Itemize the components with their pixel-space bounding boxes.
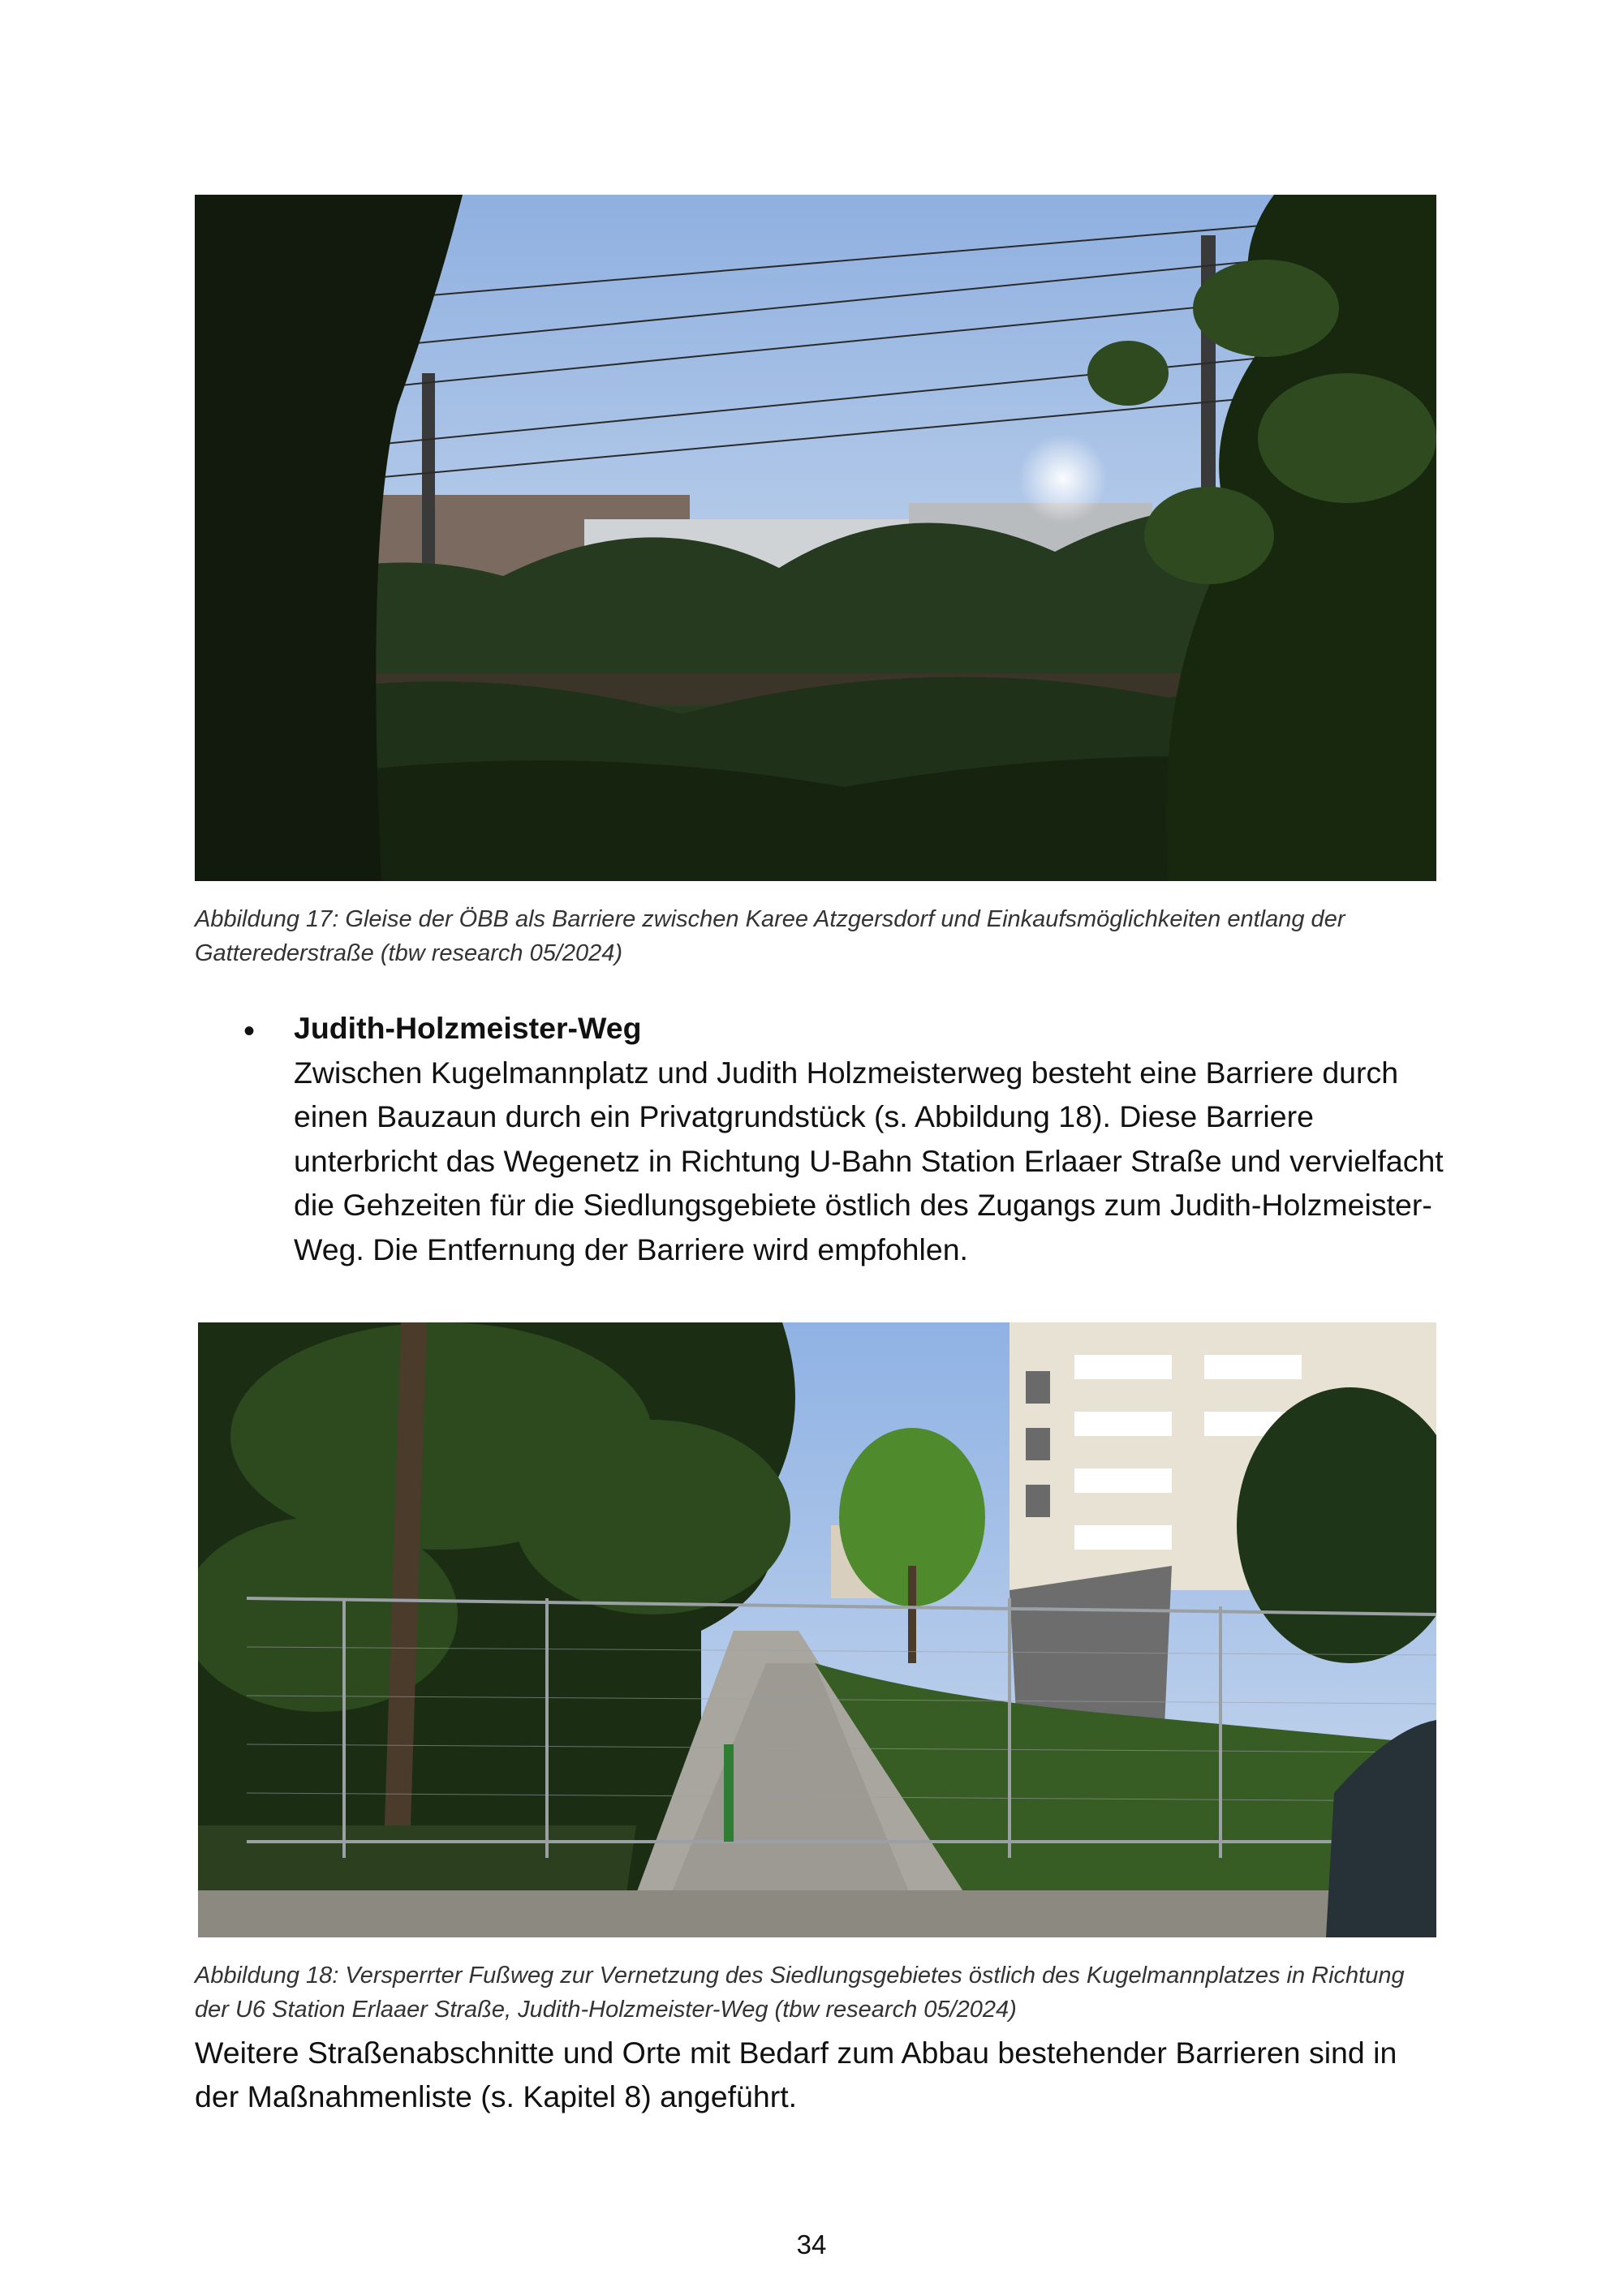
- bullet-item-judith-holzmeister-weg: [243, 1006, 1444, 1271]
- bullet-paragraph: Zwischen Kugelmannplatz und Judith Holzmeisterweg besteht eine Barriere durch einen Bauzaun durch ein Privatgrundstück (s. Abbildung 18). Diese Barriere unterbricht das Wegenetz in Richtung U-Bahn Station Erlaaer Straße und vervielfacht die Gehzeiten für die Siedlungsgebiete östlich des Zugangs zum Judith-Holzmeister-Weg. Die Entfernung der Barriere wird empfohlen.: [294, 1055, 1444, 1266]
- bullet-body: [294, 1006, 1444, 1271]
- bullet-heading: Judith-Holzmeister-Weg: [294, 1011, 642, 1045]
- bullet-marker: •: [243, 1013, 256, 1049]
- figure-18-photo: [198, 1322, 1436, 1937]
- railway-photo-illustration: [195, 195, 1436, 881]
- closing-paragraph: Weitere Straßenabschnitte und Orte mit Bedarf zum Abbau bestehender Barrieren sind in der Maßnahmenliste (s. Kapitel 8) angeführt.: [195, 2036, 1397, 2113]
- footpath-photo-illustration: [198, 1322, 1436, 1937]
- figure-17-photo: [195, 195, 1436, 881]
- figure-17-caption: Abbildung 17: Gleise der ÖBB als Barriere zwischen Karee Atzgersdorf und Einkaufsmöglichkeiten entlang der Gatterederstraße (tbw research 05/2024): [195, 906, 1345, 966]
- figure-18-caption: Abbildung 18: Versperrter Fußweg zur Vernetzung des Siedlungsgebietes östlich des Kugelmannplatzes in Richtung der U6 Station Erlaaer Straße, Judith-Holzmeister-Weg (tbw research 05/2024): [195, 1963, 1405, 2023]
- page-number: 34: [796, 2229, 827, 2259]
